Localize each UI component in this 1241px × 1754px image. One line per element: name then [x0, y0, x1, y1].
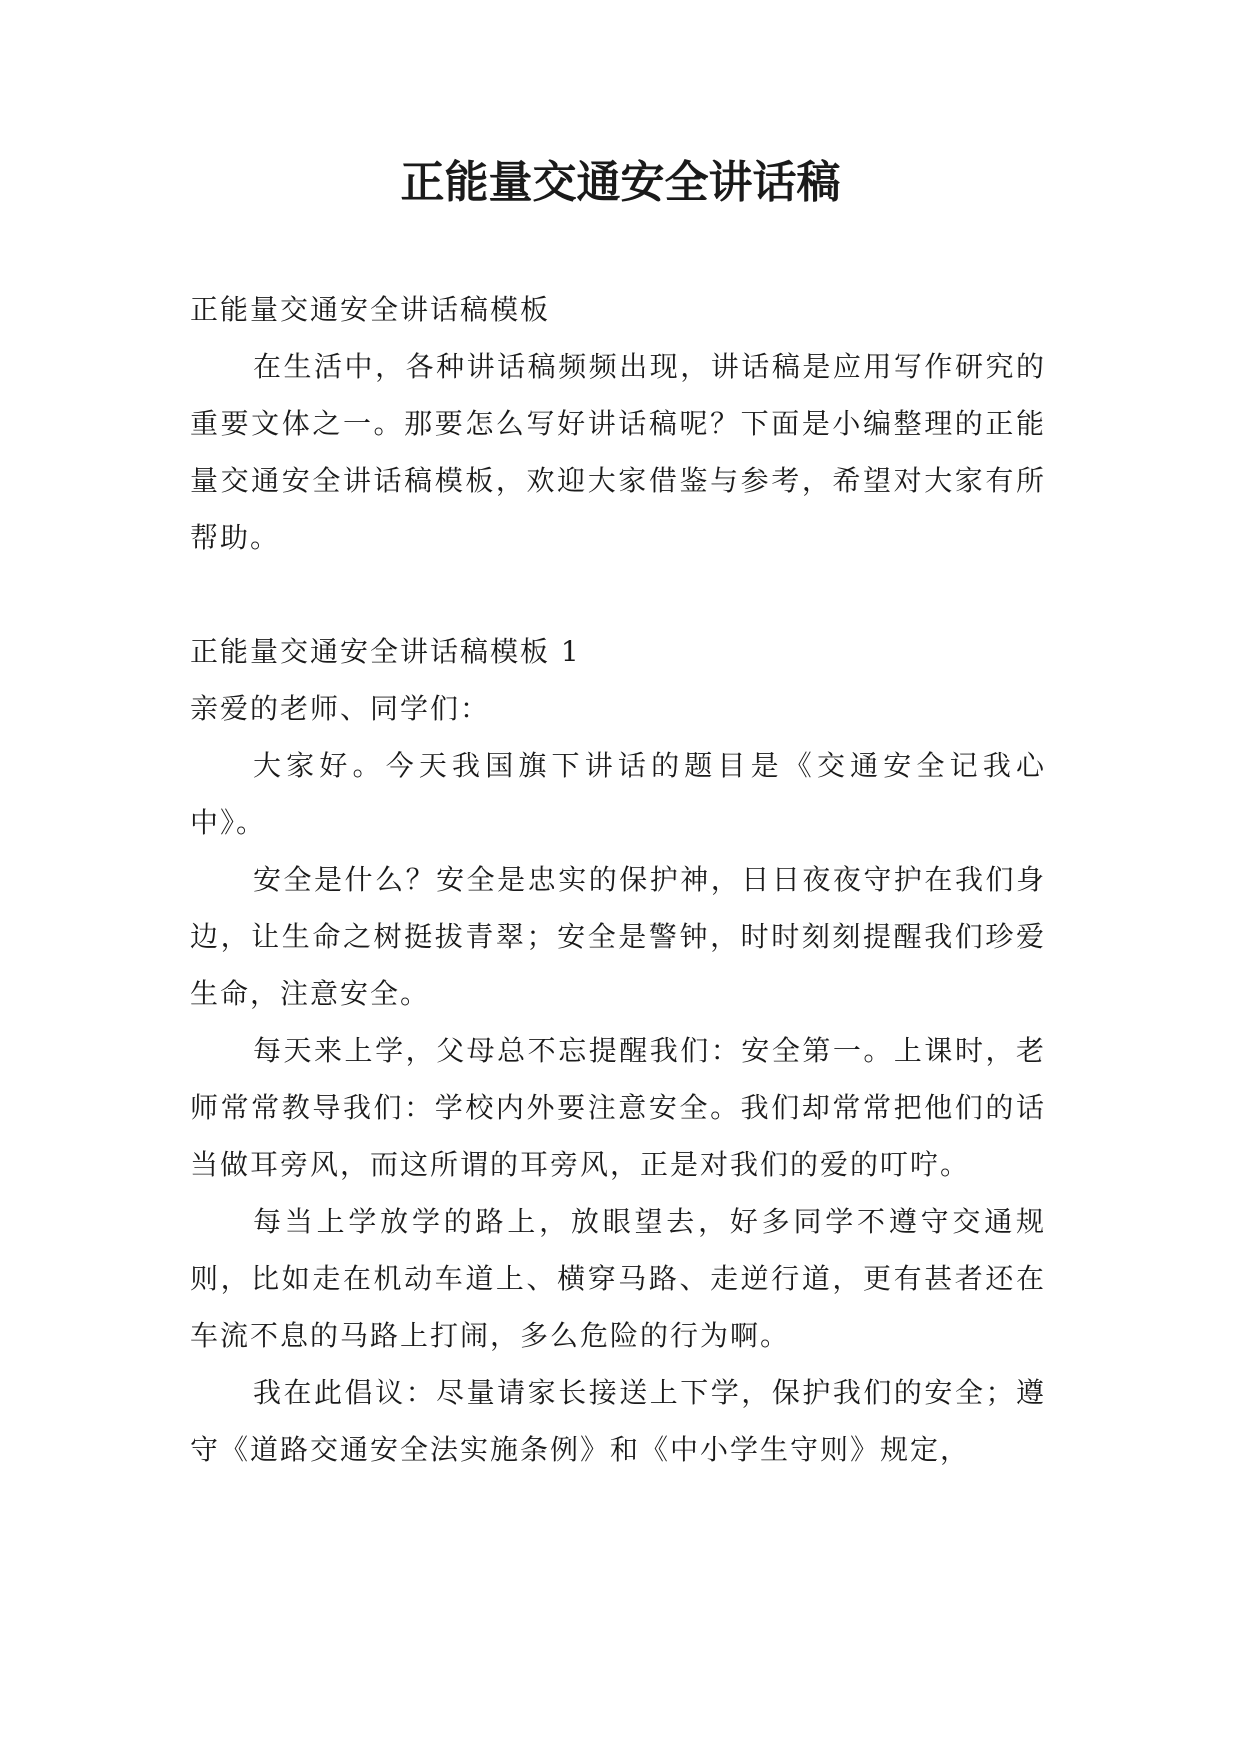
body-paragraph: 每当上学放学的路上，放眼望去，好多同学不遵守交通规则，比如走在机动车道上、横穿马路、走逆行道，更有甚者还在车流不息的马路上打闹，多么危险的行为啊。	[190, 1205, 1046, 1352]
intro-paragraph: 在生活中，各种讲话稿频频出现，讲话稿是应用写作研究的重要文体之一。那要怎么写好讲话稿呢？下面是小编整理的正能量交通安全讲话稿模板，欢迎大家借鉴与参考，希望对大家有所帮助。	[190, 350, 1046, 554]
body-paragraph: 安全是什么？安全是忠实的保护神，日日夜夜守护在我们身边，让生命之树挺拔青翠；安全是警钟，时时刻刻提醒我们珍爱生命，注意安全。	[190, 863, 1046, 1010]
body-paragraph: 每天来上学，父母总不忘提醒我们：安全第一。上课时，老师常常教导我们：学校内外要注意安全。我们却常常把他们的话当做耳旁风，而这所谓的耳旁风，正是对我们的爱的叮咛。	[190, 1034, 1046, 1181]
document-subtitle: 正能量交通安全讲话稿模板	[190, 293, 551, 326]
paragraph-spacer	[190, 566, 1046, 623]
document-body	[190, 281, 1046, 1478]
document-title: 正能量交通安全讲话稿	[400, 157, 841, 208]
body-paragraph: 我在此倡议：尽量请家长接送上下学，保护我们的安全；遵守《道路交通安全法实施条例》和《中小学生守则》规定，	[190, 1376, 1046, 1466]
section-heading: 正能量交通安全讲话稿模板 1	[190, 635, 581, 668]
salutation: 亲爱的老师、同学们：	[190, 692, 491, 725]
body-paragraph: 大家好。今天我国旗下讲话的题目是《交通安全记我心中》。	[190, 749, 1046, 839]
